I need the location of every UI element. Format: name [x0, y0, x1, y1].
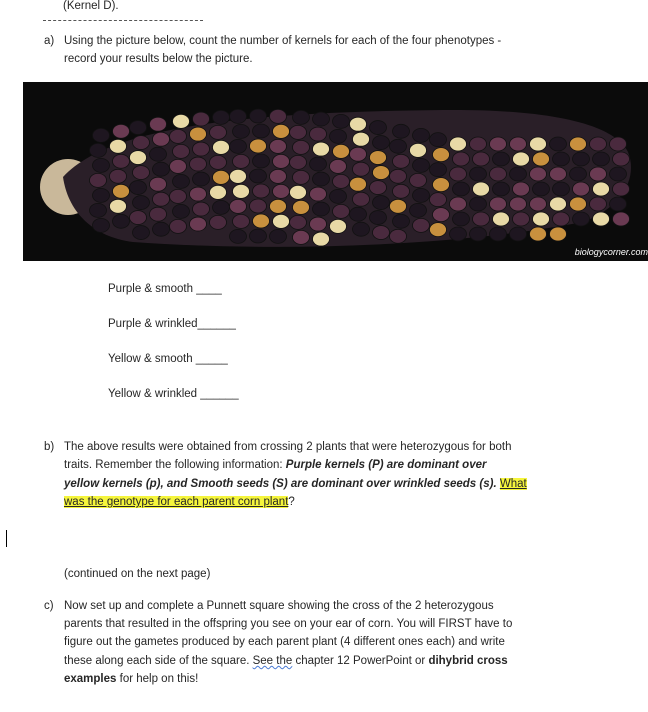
corn-kernel	[110, 139, 127, 153]
corn-kernel	[313, 172, 330, 186]
corn-kernel	[93, 218, 110, 232]
corn-kernel	[210, 215, 227, 229]
corn-kernel	[390, 229, 407, 243]
corn-kernel	[333, 144, 350, 158]
corn-ear-photo	[23, 82, 648, 261]
corn-kernel	[430, 133, 447, 147]
corn-kernel	[373, 196, 390, 210]
corn-kernel	[273, 124, 290, 138]
corn-kernel	[593, 212, 610, 226]
corn-kernel	[230, 109, 247, 123]
corn-kernel	[153, 132, 170, 146]
corn-kernel	[233, 154, 250, 168]
corn-kernel	[150, 207, 167, 221]
corn-kernel	[133, 136, 150, 150]
corn-kernel	[170, 159, 187, 173]
part-b-line-4	[64, 495, 295, 509]
corn-kernel	[413, 158, 430, 172]
corn-kernel	[273, 214, 290, 228]
corn-kernel	[310, 187, 327, 201]
corn-kernel	[213, 110, 230, 124]
corn-kernel	[373, 136, 390, 150]
corn-kernel	[253, 214, 270, 228]
corn-kernel	[370, 121, 387, 135]
phenotype-label: Purple & smooth	[108, 283, 194, 295]
corn-kernel	[430, 163, 447, 177]
corn-kernel	[330, 219, 347, 233]
corn-kernel	[570, 197, 587, 211]
corn-kernel	[150, 117, 167, 131]
corn-kernel	[250, 169, 267, 183]
corn-kernel	[613, 212, 630, 226]
corn-kernel	[530, 137, 547, 151]
corn-kernel	[133, 196, 150, 210]
corn-kernel	[453, 152, 470, 166]
corn-kernel	[313, 202, 330, 216]
phenotype-blank: _____	[195, 353, 228, 365]
corn-kernel	[270, 109, 287, 123]
corn-kernel	[293, 230, 310, 244]
corn-kernel	[450, 227, 467, 241]
corn-kernel	[153, 162, 170, 176]
corn-kernel	[573, 212, 590, 226]
corn-kernel	[333, 204, 350, 218]
corn-kernel	[293, 170, 310, 184]
corn-kernel	[573, 152, 590, 166]
corn-kernel	[550, 167, 567, 181]
corn-kernel	[173, 174, 190, 188]
dashed-divider	[43, 20, 203, 21]
corn-kernel	[370, 181, 387, 195]
corn-kernel	[393, 124, 410, 138]
corn-kernel	[230, 229, 247, 243]
corn-kernel	[530, 197, 547, 211]
corn-kernel	[410, 203, 427, 217]
corn-kernel	[490, 167, 507, 181]
phenotype-blank: ____	[196, 283, 222, 295]
part-c-text: for help on this!	[116, 673, 199, 685]
text-cursor	[6, 530, 7, 547]
corn-kernel	[253, 124, 270, 138]
corn-kernel	[210, 155, 227, 169]
corn-kernel	[293, 110, 310, 124]
phenotype-label: Yellow & wrinkled	[108, 388, 198, 400]
corn-kernel	[610, 137, 627, 151]
corn-kernel	[130, 151, 147, 165]
corn-kernel	[410, 173, 427, 187]
corn-kernel	[250, 109, 267, 123]
corn-kernel	[390, 139, 407, 153]
corn-kernel	[90, 203, 107, 217]
corn-kernel	[270, 169, 287, 183]
corn-kernel	[393, 154, 410, 168]
corn-kernel	[213, 140, 230, 154]
corn-kernel	[253, 154, 270, 168]
corn-kernel	[450, 167, 467, 181]
part-b-line-1: The above results were obtained from crossing 2 plants that were heterozygous for both	[64, 441, 512, 453]
corn-kernel	[410, 143, 427, 157]
part-a-label: a)	[44, 35, 55, 47]
corn-kernel	[350, 207, 367, 221]
corn-kernel	[510, 137, 527, 151]
corn-kernel	[550, 137, 567, 151]
corn-kernel	[370, 211, 387, 225]
corn-kernel	[273, 154, 290, 168]
corn-kernel	[393, 184, 410, 198]
corn-kernel	[513, 212, 530, 226]
corn-kernel	[350, 147, 367, 161]
corn-kernel	[313, 112, 330, 126]
corn-kernel	[233, 124, 250, 138]
corn-kernel	[130, 121, 147, 135]
corn-kernel	[433, 178, 450, 192]
part-b-line-3	[64, 477, 527, 491]
corn-kernel	[133, 166, 150, 180]
part-c-see-the: See the	[252, 655, 293, 667]
part-b-question-mark: ?	[288, 496, 295, 508]
corn-kernel	[590, 167, 607, 181]
corn-kernel	[573, 182, 590, 196]
corn-kernel	[470, 167, 487, 181]
photo-watermark: biologycorner.com	[574, 247, 648, 257]
part-c-line-2: parents that resulted in the offspring you see on your ear of corn. You will FIRST have to	[64, 618, 513, 630]
corn-kernel	[313, 232, 330, 246]
corn-kernel	[530, 227, 547, 241]
corn-kernel	[553, 182, 570, 196]
corn-kernel	[170, 189, 187, 203]
corn-kernel	[90, 143, 107, 157]
corn-kernel	[593, 152, 610, 166]
corn-kernel	[113, 184, 130, 198]
corn-kernel	[450, 197, 467, 211]
corn-kernel	[250, 139, 267, 153]
part-b-bold-italic: yellow kernels (p), and Smooth seeds (S) are dominant over wrinkled seeds (s).	[64, 478, 497, 490]
corn-kernel	[550, 227, 567, 241]
corn-kernel	[310, 217, 327, 231]
part-c-text: these along each side of the square.	[64, 655, 253, 667]
phenotype-yellow-wrinkled	[108, 387, 239, 401]
part-a-line-2: record your results below the picture.	[64, 53, 253, 65]
phenotype-label: Yellow & smooth	[108, 353, 193, 365]
corn-kernel	[310, 157, 327, 171]
corn-kernel	[233, 184, 250, 198]
corn-kernel	[530, 167, 547, 181]
corn-kernel	[150, 147, 167, 161]
corn-kernel	[293, 140, 310, 154]
corn-kernel	[250, 199, 267, 213]
corn-kernel	[113, 214, 130, 228]
corn-kernel	[193, 202, 210, 216]
corn-kernel	[110, 169, 127, 183]
corn-kernel	[193, 112, 210, 126]
phenotype-purple-smooth	[108, 282, 222, 296]
corn-kernel	[610, 197, 627, 211]
part-c-bold: dihybrid cross	[428, 655, 508, 667]
corn-kernel	[270, 229, 287, 243]
corn-kernel	[430, 223, 447, 237]
phenotype-purple-wrinkled	[108, 317, 236, 331]
corn-kernel	[433, 208, 450, 222]
corn-kernel	[453, 212, 470, 226]
corn-kernel	[330, 189, 347, 203]
corn-kernel	[193, 172, 210, 186]
corn-kernel	[353, 132, 370, 146]
corn-kernel	[93, 188, 110, 202]
corn-kernel	[330, 159, 347, 173]
corn-kernel	[213, 200, 230, 214]
corn-kernel	[510, 197, 527, 211]
corn-kernel	[333, 114, 350, 128]
corn-kernel	[353, 192, 370, 206]
phenotype-blank: ______	[200, 388, 239, 400]
corn-kernel	[493, 212, 510, 226]
corn-kernel	[130, 181, 147, 195]
corn-kernel	[230, 139, 247, 153]
part-c-line-1: Now set up and complete a Punnett square showing the cross of the 2 heterozygous	[64, 600, 494, 612]
corn-kernel	[553, 152, 570, 166]
corn-kernel	[350, 117, 367, 131]
corn-kernel	[173, 204, 190, 218]
corn-kernel	[290, 125, 307, 139]
corn-kernel	[330, 129, 347, 143]
corn-kernel	[533, 212, 550, 226]
corn-kernel	[510, 227, 527, 241]
corn-kernel	[470, 197, 487, 211]
part-c-label: c)	[44, 600, 54, 612]
corn-kernel	[150, 177, 167, 191]
corn-kernel	[233, 214, 250, 228]
corn-kernel	[350, 177, 367, 191]
corn-kernel	[473, 212, 490, 226]
corn-kernel	[610, 167, 627, 181]
part-b-line-2	[64, 458, 486, 472]
kernel-note: (Kernel D).	[63, 0, 119, 12]
part-c-line-4	[64, 654, 508, 668]
corn-kernel	[290, 185, 307, 199]
corn-kernel	[413, 128, 430, 142]
part-b-question: What	[499, 478, 527, 490]
corn-kernel	[453, 182, 470, 196]
corn-kernel	[253, 184, 270, 198]
phenotype-yellow-smooth	[108, 352, 228, 366]
corn-kernel	[590, 197, 607, 211]
phenotype-blank: ______	[197, 318, 236, 330]
part-c-line-5	[64, 672, 198, 686]
corn-kernel	[490, 227, 507, 241]
corn-kernel	[213, 170, 230, 184]
part-c-bold: examples	[64, 673, 117, 685]
part-b-question: was the genotype for each parent corn plant	[64, 496, 289, 508]
corn-kernel	[173, 144, 190, 158]
corn-kernel	[190, 187, 207, 201]
corn-kernel	[193, 142, 210, 156]
corn-kernel	[93, 128, 110, 142]
corn-kernel	[390, 169, 407, 183]
corn-kernel	[490, 137, 507, 151]
corn-kernel	[353, 162, 370, 176]
corn-kernel	[113, 124, 130, 138]
corn-kernel	[170, 129, 187, 143]
corn-kernel	[310, 127, 327, 141]
corn-kernel	[190, 127, 207, 141]
corn-kernel	[290, 155, 307, 169]
corn-kernel	[533, 152, 550, 166]
corn-kernel	[493, 152, 510, 166]
phenotype-label: Purple & wrinkled	[108, 318, 198, 330]
corn-kernel	[413, 188, 430, 202]
corn-kernel	[413, 218, 430, 232]
corn-kernel	[590, 137, 607, 151]
corn-kernel	[270, 139, 287, 153]
corn-kernel	[370, 151, 387, 165]
corn-kernel	[170, 219, 187, 233]
corn-kernel	[433, 148, 450, 162]
part-b-text: traits. Remember the following information:	[64, 459, 286, 471]
part-b-bold-italic: Purple kernels (P) are dominant over	[285, 459, 487, 471]
corn-kernel	[210, 125, 227, 139]
corn-kernel	[353, 222, 370, 236]
part-b-label: b)	[44, 441, 55, 453]
corn-kernel	[133, 226, 150, 240]
corn-kernel	[550, 197, 567, 211]
corn-kernel	[613, 152, 630, 166]
corn-kernel	[510, 167, 527, 181]
corn-kernel	[613, 182, 630, 196]
corn-kernel	[230, 199, 247, 213]
corn-kernel	[210, 185, 227, 199]
corn-ear-image	[23, 82, 648, 261]
corn-kernel	[250, 229, 267, 243]
part-c-line-3: figure out the gametes produced by each parent plant (4 different ones each) and write	[64, 636, 505, 648]
corn-kernel	[593, 182, 610, 196]
corn-kernel	[470, 137, 487, 151]
corn-kernel	[390, 199, 407, 213]
corn-kernel	[570, 167, 587, 181]
corn-kernel	[273, 184, 290, 198]
corn-kernel	[153, 192, 170, 206]
corn-kernel	[450, 137, 467, 151]
corn-kernel	[90, 173, 107, 187]
corn-kernel	[110, 199, 127, 213]
corn-kernel	[473, 182, 490, 196]
corn-kernel	[513, 152, 530, 166]
part-a-line-1: Using the picture below, count the number of kernels for each of the four phenotypes -	[64, 35, 502, 47]
corn-kernel	[493, 182, 510, 196]
corn-kernel	[373, 166, 390, 180]
corn-kernel	[333, 174, 350, 188]
corn-kernel	[430, 193, 447, 207]
corn-kernel	[93, 158, 110, 172]
corn-kernel	[190, 217, 207, 231]
corn-kernel	[393, 214, 410, 228]
corn-kernel	[113, 154, 130, 168]
corn-kernel	[513, 182, 530, 196]
corn-kernel	[153, 222, 170, 236]
corn-kernel	[230, 169, 247, 183]
corn-kernel	[473, 152, 490, 166]
corn-kernel	[553, 212, 570, 226]
corn-kernel	[470, 227, 487, 241]
corn-kernel	[570, 137, 587, 151]
corn-kernel	[173, 114, 190, 128]
corn-kernel	[130, 211, 147, 225]
corn-kernel	[293, 200, 310, 214]
corn-kernel	[533, 182, 550, 196]
corn-kernel	[290, 215, 307, 229]
corn-kernel	[270, 199, 287, 213]
corn-kernel	[373, 226, 390, 240]
corn-kernel	[190, 157, 207, 171]
continued-note: (continued on the next page)	[64, 568, 211, 580]
corn-kernel	[490, 197, 507, 211]
corn-kernel	[313, 142, 330, 156]
part-c-text: chapter 12 PowerPoint or	[292, 655, 429, 667]
